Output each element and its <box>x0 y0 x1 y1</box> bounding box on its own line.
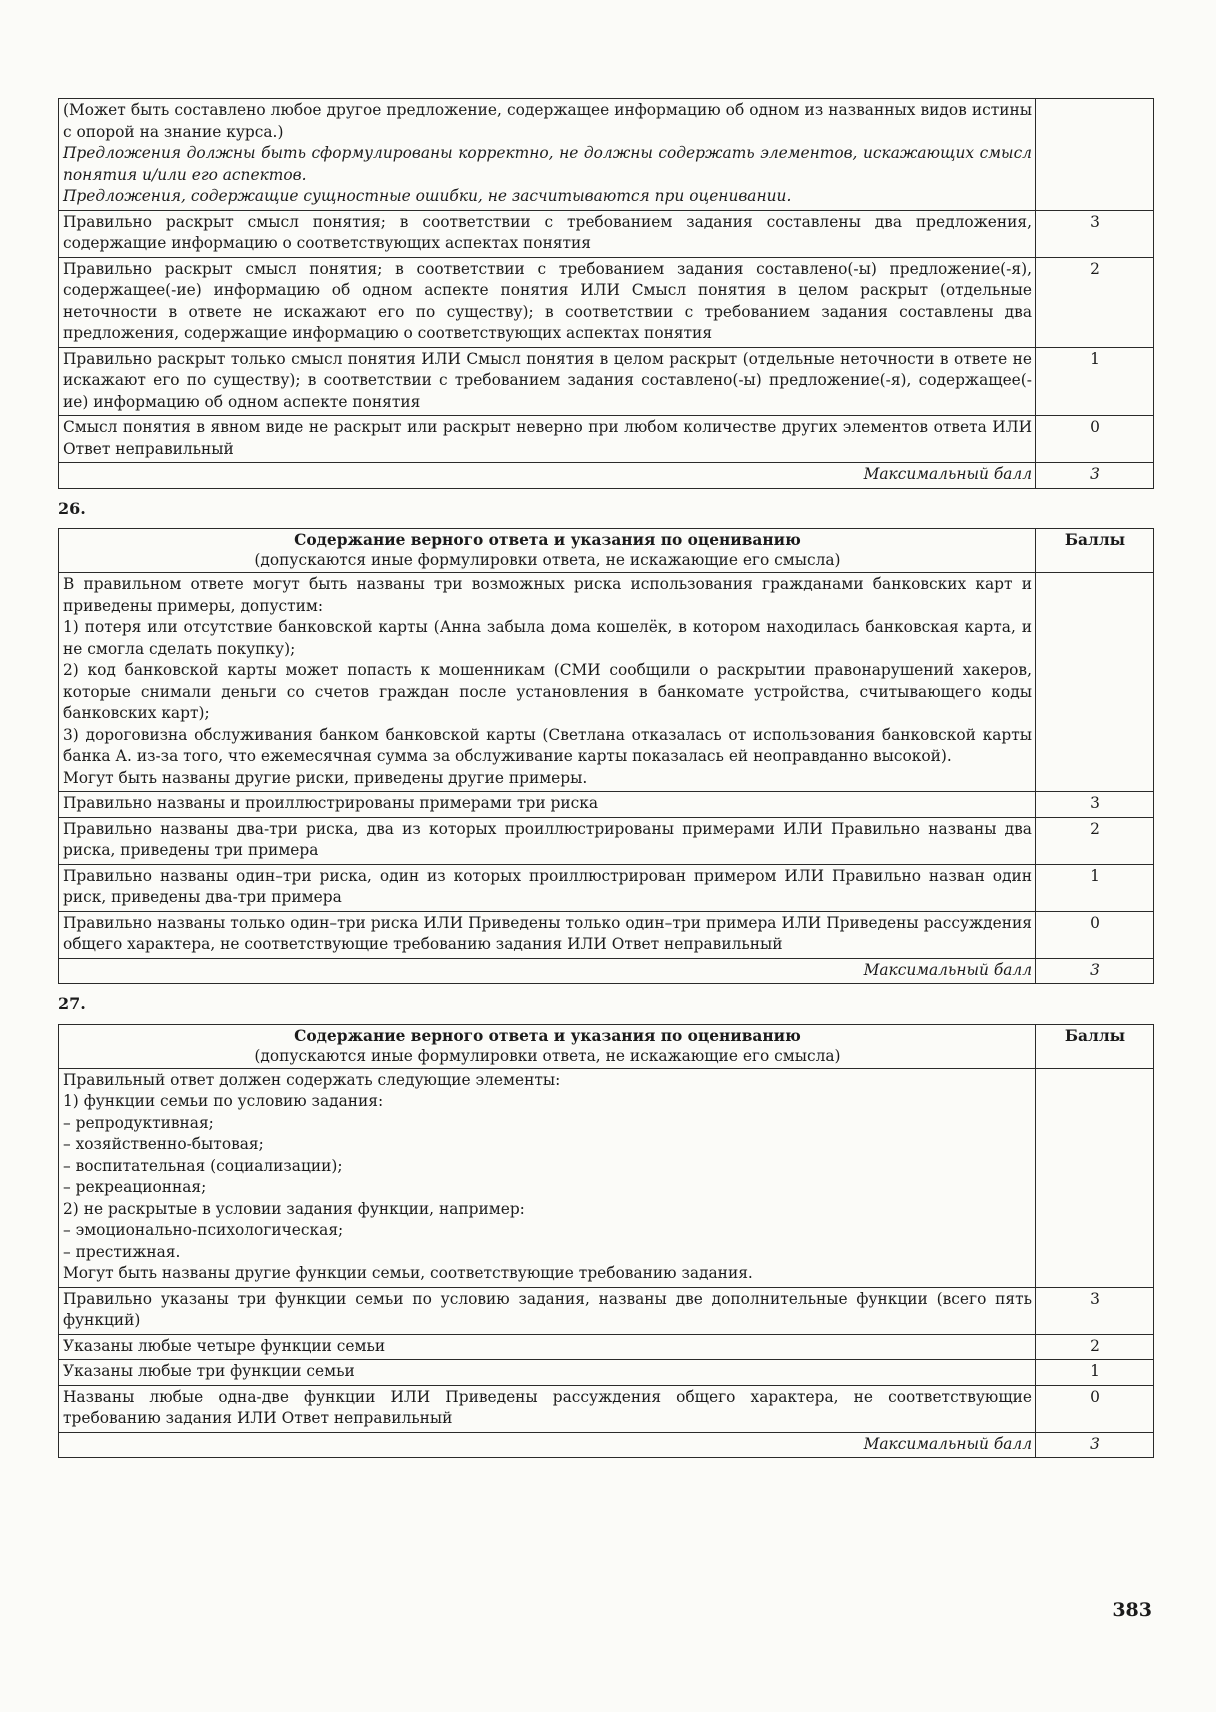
header-row <box>59 1024 1154 1068</box>
criterion-points: 2 <box>1036 257 1154 347</box>
criteria-table-25 <box>58 98 1154 489</box>
header-content-cell <box>59 1024 1036 1068</box>
criterion-points: 2 <box>1036 1334 1154 1360</box>
max-score-row <box>59 958 1154 984</box>
answer-line: – репродуктивная; <box>63 1113 214 1132</box>
max-score-value: 3 <box>1036 958 1154 984</box>
max-score-value: 3 <box>1036 463 1154 489</box>
header-title: Содержание верного ответа и указания по оцениванию <box>294 531 801 549</box>
question-number-27: 27. <box>58 994 86 1013</box>
answer-line: 2) не раскрытые в условии задания функции, например: <box>63 1199 525 1218</box>
intro-note: (Может быть составлено любое другое предложение, содержащее информацию об одном из названных видов истины с опорой на знание курса.) <box>63 101 1032 141</box>
answer-content-cell <box>59 573 1036 792</box>
table-row <box>59 347 1154 416</box>
answer-line: – хозяйственно-бытовая; <box>63 1135 264 1153</box>
answer-line: 3) дороговизна обслуживания банком банковской карты (Светлана отказалась от использования банковской карты банка А. из-за того, что ежемесячная сумма за обслуживание карты показалась ей неоправданно высокой). <box>63 725 1032 765</box>
max-score-label: Максимальный балл <box>59 463 1036 489</box>
criterion-points: 1 <box>1036 1360 1154 1386</box>
criterion-text: Правильно названы только один–три риска ИЛИ Приведены только один–три примера ИЛИ Приведены рассуждения общего характера, не соответствующие требованию задания ИЛИ Ответ неправильный <box>59 911 1036 958</box>
criterion-text: Правильно названы два-три риска, два из которых проиллюстрированы примерами ИЛИ Правильно названы два риска, приведены три примера <box>59 817 1036 864</box>
header-content-cell <box>59 529 1036 573</box>
answer-content-cell <box>59 99 1036 211</box>
table-row <box>59 573 1154 792</box>
header-points: Баллы <box>1036 529 1154 573</box>
intro-italic-note: Предложения, содержащие сущностные ошибки, не засчитываются при оценивании. <box>63 187 792 205</box>
table-row <box>59 99 1154 211</box>
answer-line: В правильном ответе могут быть названы три возможных риска использования гражданами банковских карт и приведены примеры, допустим: <box>63 575 1032 615</box>
answer-content-cell <box>59 1068 1036 1287</box>
table-row <box>59 1334 1154 1360</box>
max-score-row <box>59 463 1154 489</box>
table-row <box>59 817 1154 864</box>
points-cell <box>1036 99 1154 211</box>
answer-key-page <box>58 98 1154 1458</box>
table-row <box>59 1360 1154 1386</box>
max-score-label: Максимальный балл <box>59 958 1036 984</box>
intro-italic-note: Предложения должны быть сформулированы корректно, не должны содержать элементов, искажающих смысл понятия и/или его аспектов. <box>63 144 1032 184</box>
table-row <box>59 416 1154 463</box>
criterion-text: Указаны любые три функции семьи <box>59 1360 1036 1386</box>
criterion-text: Правильно раскрыт только смысл понятия ИЛИ Смысл понятия в целом раскрыт (отдельные неточности в ответе не искажают его по существу); в соответствии с требованием задания составлено(-ы) предложение(-я), содержащее(-ие) информацию об одном аспекте понятия <box>59 347 1036 416</box>
answer-line: – воспитательная (социализации); <box>63 1156 343 1175</box>
header-subtitle: (допускаются иные формулировки ответа, не искажающие его смысла) <box>254 551 841 569</box>
answer-line: – престижная. <box>63 1242 181 1261</box>
max-score-label: Максимальный балл <box>59 1432 1036 1458</box>
criterion-points: 3 <box>1036 792 1154 818</box>
table-row <box>59 1287 1154 1334</box>
criterion-points: 0 <box>1036 416 1154 463</box>
max-score-row <box>59 1432 1154 1458</box>
table-row <box>59 864 1154 911</box>
criteria-table-26 <box>58 528 1154 984</box>
criterion-points: 0 <box>1036 911 1154 958</box>
answer-line: 2) код банковской карты может попасть к мошенникам (СМИ сообщили о раскрытии правонарушений хакеров, которые снимали деньги со счетов граждан после установления в банкомате устройства, считывающего коды банковских карт); <box>63 661 1032 722</box>
header-row <box>59 529 1154 573</box>
table-row <box>59 210 1154 257</box>
criterion-points: 3 <box>1036 210 1154 257</box>
table-row <box>59 792 1154 818</box>
criterion-text: Правильно раскрыт смысл понятия; в соответствии с требованием задания составлены два предложения, содержащие информацию о соответствующих аспектах понятия <box>59 210 1036 257</box>
criterion-points: 0 <box>1036 1385 1154 1432</box>
table-row <box>59 911 1154 958</box>
criterion-text: Указаны любые четыре функции семьи <box>59 1334 1036 1360</box>
points-cell <box>1036 1068 1154 1287</box>
answer-line: 1) потеря или отсутствие банковской карты (Анна забыла дома кошелёк, в котором находилась банковская карта, и не смогла сделать покупку); <box>63 618 1032 658</box>
table-row <box>59 1068 1154 1287</box>
criterion-points: 1 <box>1036 864 1154 911</box>
header-points: Баллы <box>1036 1024 1154 1068</box>
criterion-points: 3 <box>1036 1287 1154 1334</box>
answer-line: Правильный ответ должен содержать следующие элементы: <box>63 1070 561 1089</box>
criteria-table-27 <box>58 1024 1154 1459</box>
answer-line: – эмоционально-психологическая; <box>63 1221 344 1239</box>
criterion-text: Названы любые одна-две функции ИЛИ Приведены рассуждения общего характера, не соответствующие требованию задания ИЛИ Ответ неправильный <box>59 1385 1036 1432</box>
answer-line: Могут быть названы другие риски, приведены другие примеры. <box>63 768 588 787</box>
answer-line: – рекреационная; <box>63 1178 207 1196</box>
question-number-26: 26. <box>58 498 86 518</box>
answer-line: 1) функции семьи по условию задания: <box>63 1092 384 1110</box>
header-title: Содержание верного ответа и указания по оцениванию <box>294 1026 801 1045</box>
table-row <box>59 1385 1154 1432</box>
page-number: 383 <box>1112 1599 1152 1621</box>
points-cell <box>1036 573 1154 792</box>
max-score-value: 3 <box>1036 1432 1154 1458</box>
criterion-text: Правильно названы один–три риска, один из которых проиллюстрирован примером ИЛИ Правильно назван один риск, приведены два-три примера <box>59 864 1036 911</box>
criterion-text: Правильно указаны три функции семьи по условию задания, названы две дополнительные функции (всего пять функций) <box>59 1287 1036 1334</box>
criterion-points: 2 <box>1036 817 1154 864</box>
header-subtitle: (допускаются иные формулировки ответа, не искажающие его смысла) <box>254 1046 841 1065</box>
answer-line: Могут быть названы другие функции семьи, соответствующие требованию задания. <box>63 1264 753 1282</box>
criterion-text: Смысл понятия в явном виде не раскрыт или раскрыт неверно при любом количестве других элементов ответа ИЛИ Ответ неправильный <box>59 416 1036 463</box>
table-row <box>59 257 1154 347</box>
criterion-points: 1 <box>1036 347 1154 416</box>
criterion-text: Правильно названы и проиллюстрированы примерами три риска <box>59 792 1036 818</box>
criterion-text: Правильно раскрыт смысл понятия; в соответствии с требованием задания составлено(-ы) предложение(-я), содержащее(-ие) информацию об одном аспекте понятия ИЛИ Смысл понятия в целом раскрыт (отдельные неточности в ответе не искажают его по существу); в соответствии с требованием задания составлены два предложения, содержащие информацию о соответствующих аспектах понятия <box>59 257 1036 347</box>
